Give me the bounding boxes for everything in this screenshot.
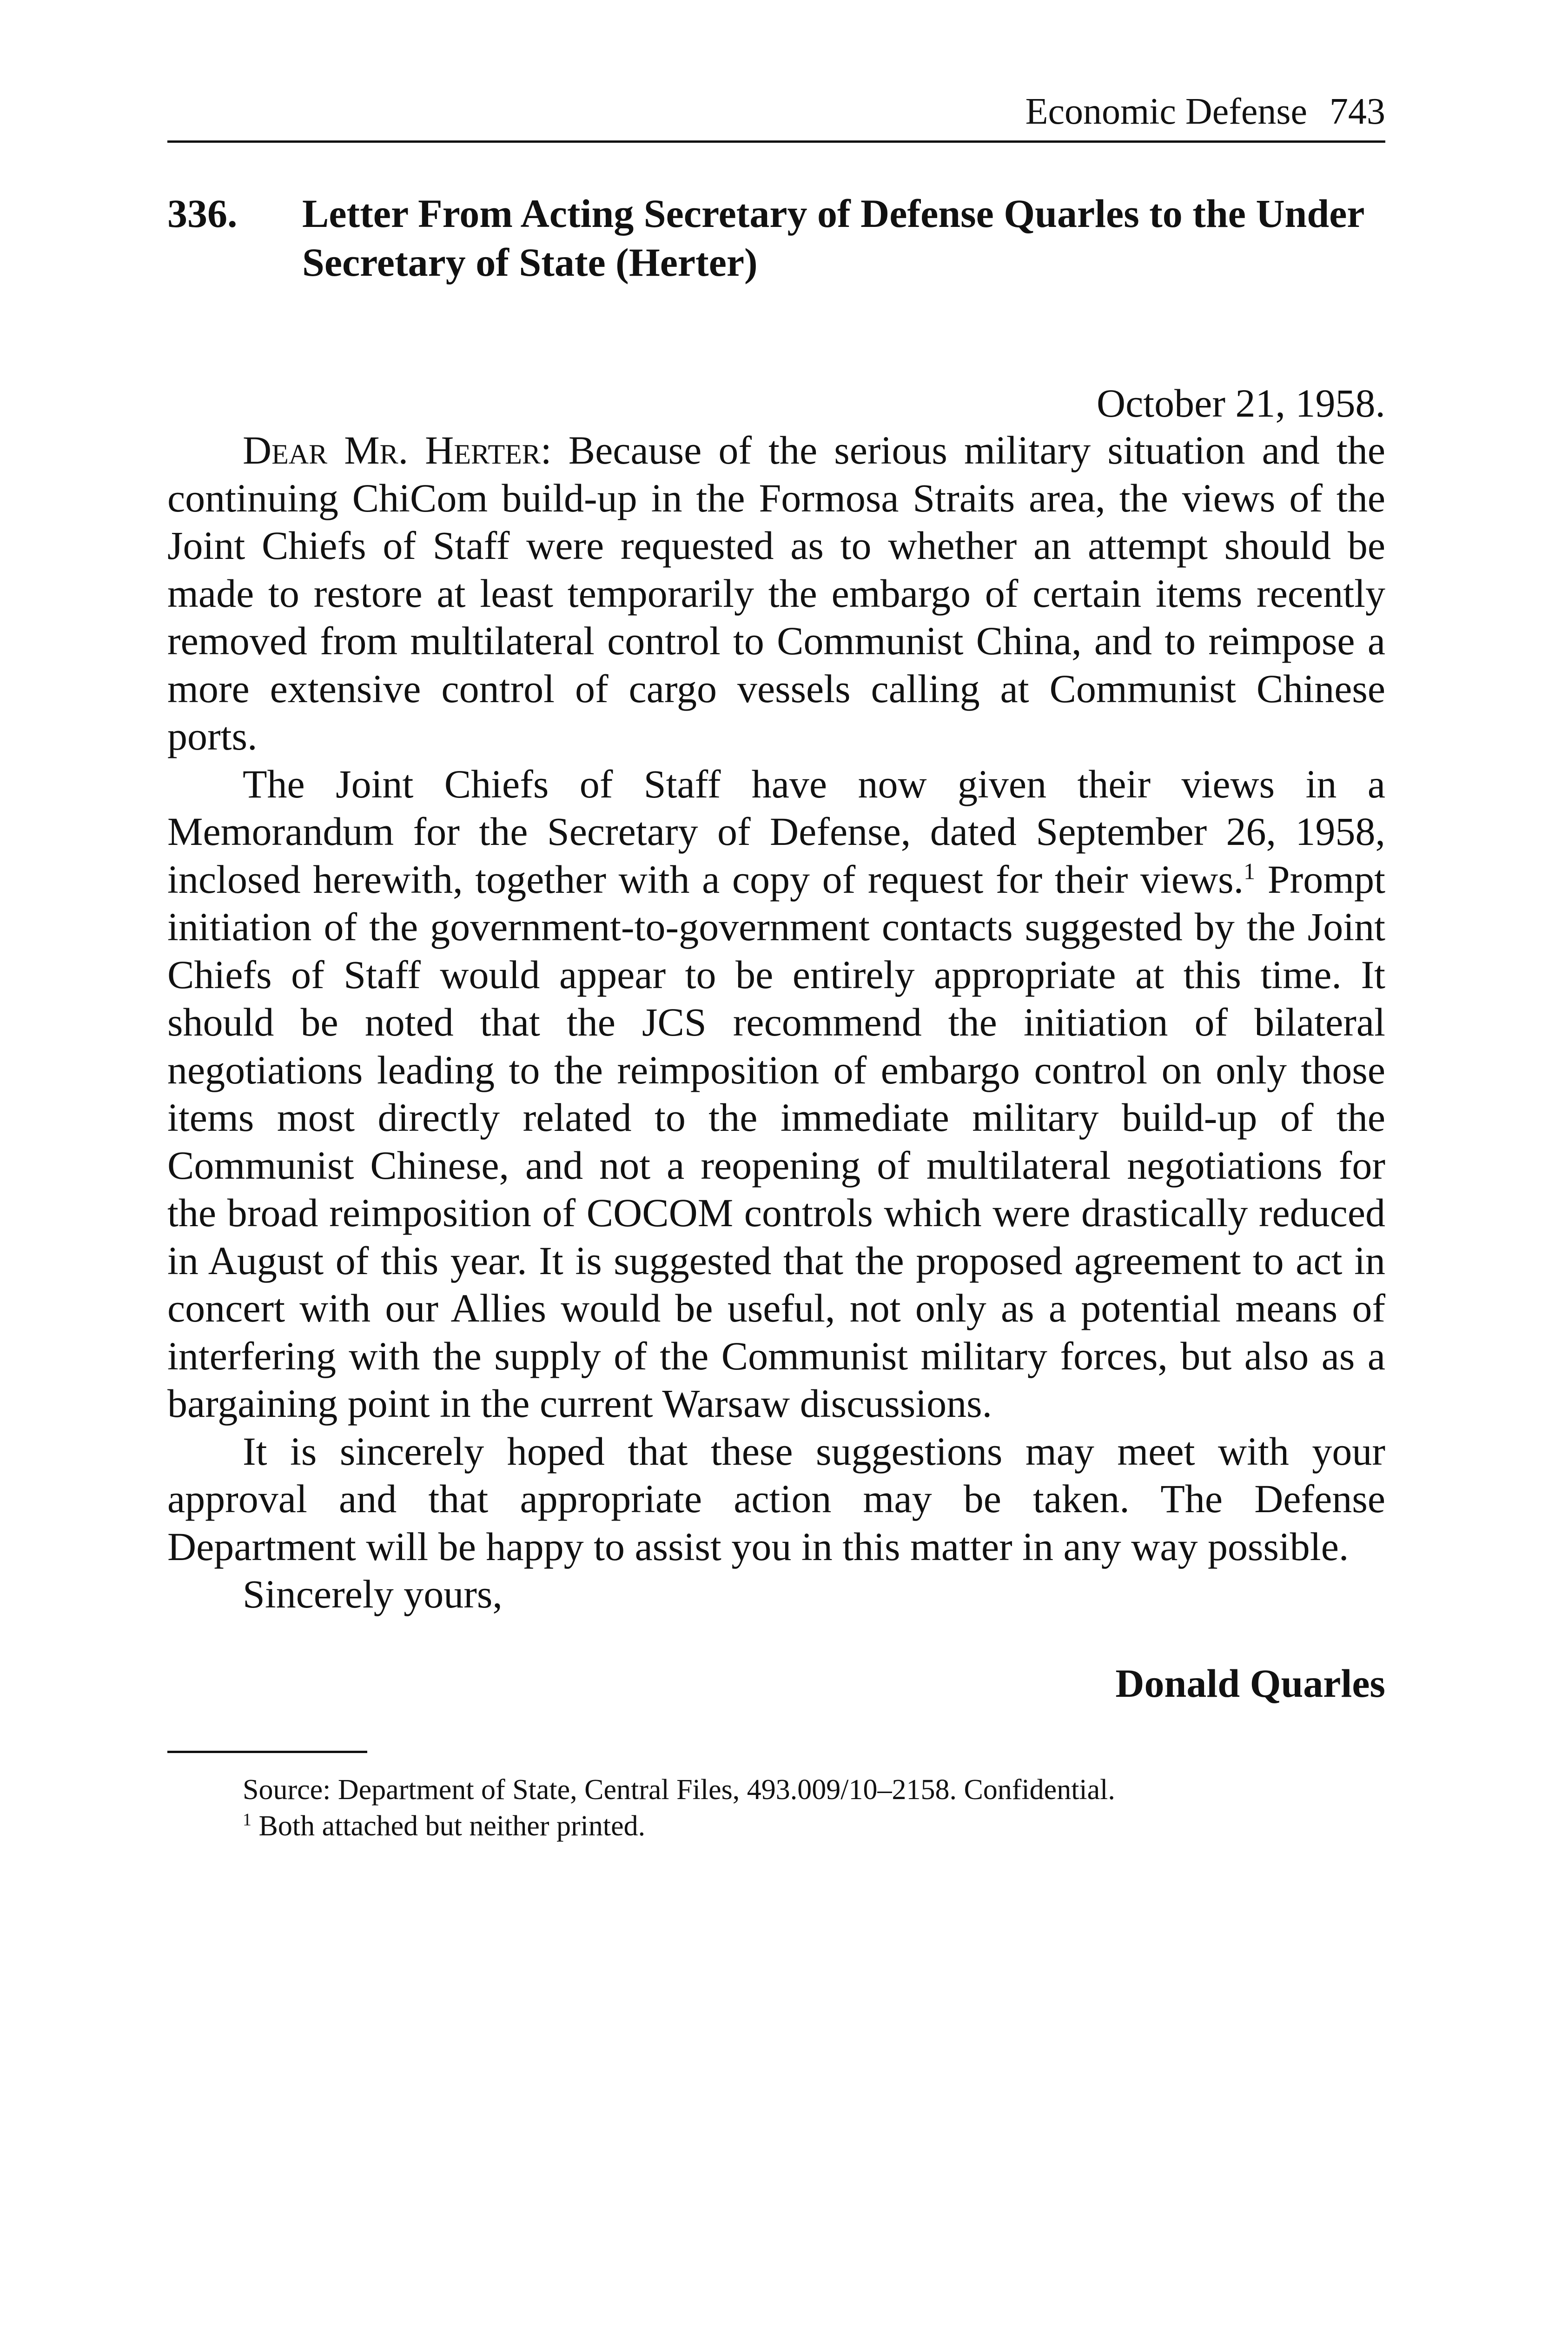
paragraph-1-text: Because of the serious military situation and the continuing ChiCom build-up in the Formosa Straits area, the views of the Joint Chiefs of Staff were requested as to whether an attempt should be made to restore at least temporarily the embargo of certain items recently removed from multilateral control to Communist China, and to reimpose a more extensive control of cargo vessels calling at Communist Chinese ports. [167,428,1385,758]
running-head [167,93,1385,143]
paragraph-2-text-a: The Joint Chiefs of Staff have now given their views in a Memorandum for the Secretary of Defense, dated September 26, 1958, inclosed herewith, together with a copy of request for their views. [167,761,1385,902]
document-number: 336. [167,191,238,236]
footnote-1-marker: 1 [243,1809,251,1829]
paragraph-2-text-b: Prompt initiation of the government-to-government contacts suggested by the Joint Chiefs of Staff would appear to be entirely appropriate at this time. It should be noted that the JCS recommend the initiation of bilateral negotiations leading to the reimposition of embargo control on only those items most directly related to the immediate military build-up of the Communist Chinese, and not a reopening of multilateral negotiations for the broad reimposition of COCOM controls which were drastically reduced in August of this year. It is suggested that the proposed agreement to act in concert with our Allies would be useful, not only as a potential means of interfering with the supply of the Communist military forces, but also as a bargaining point in the current Warsaw discussions. [167,857,1385,1426]
source-note: Source: Department of State, Central Files, 493.009/10–2158. Confidential. [243,1774,1115,1806]
page-number: 743 [1330,91,1385,132]
document-heading [167,189,1385,287]
document-page [167,93,1385,1844]
footnote-1 [167,1808,1385,1844]
running-head-section: Economic Defense [1025,91,1307,132]
paragraph-3 [167,1428,1385,1571]
footnote-1-text: Both attached but neither printed. [251,1810,646,1842]
signature: Donald Quarles [1115,1661,1385,1706]
footnotes [167,1772,1385,1844]
footnote-divider [167,1751,367,1753]
paragraph-3-text: It is sincerely hoped that these suggestions may meet with your approval and that appropriate action may be taken. The Defense Department will be happy to assist you in this matter in any way possible. [167,1428,1385,1569]
closing: Sincerely yours, [243,1572,503,1616]
paragraph-2 [167,760,1385,1428]
letter-body [167,426,1385,1570]
salutation: Dear Mr. Herter: [243,428,552,472]
letter-date: October 21, 1958. [1097,381,1385,425]
footnote-reference-1: 1 [1244,857,1256,884]
paragraph-1 [167,426,1385,760]
document-title: Letter From Acting Secretary of Defense Quarles to the Under Secretary of State (Herter) [302,191,1364,285]
